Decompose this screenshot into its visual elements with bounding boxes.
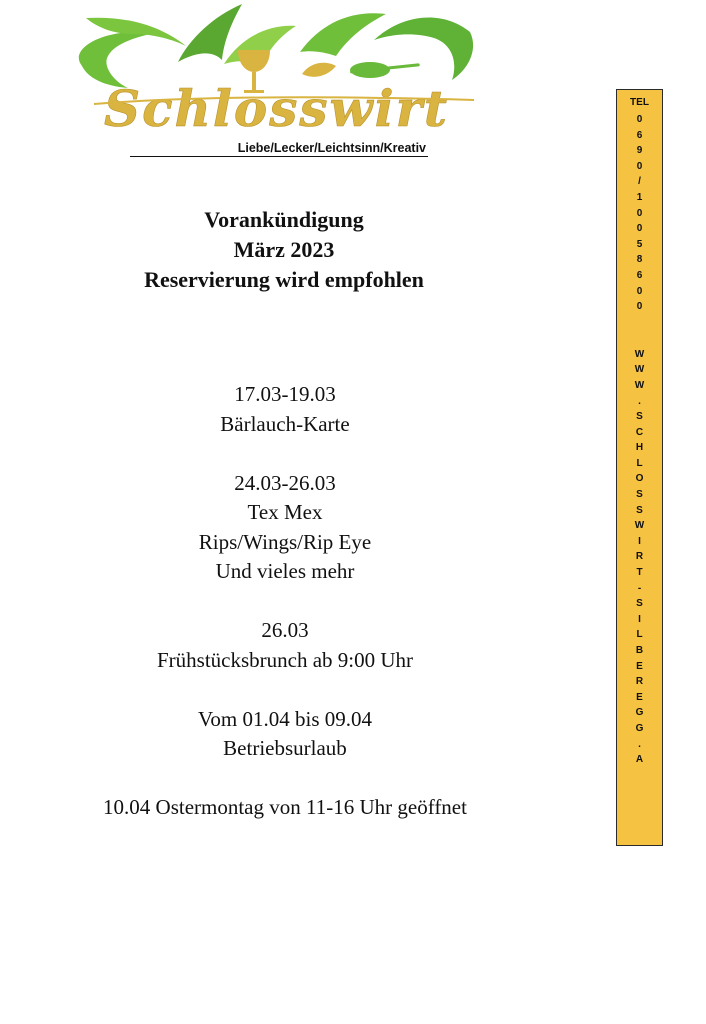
- logo-wordmark: Schlosswirt: [104, 79, 450, 134]
- schlosswirt-logo: [74, 4, 490, 134]
- website-url-vertical: [617, 347, 662, 768]
- contact-char: .: [638, 738, 641, 750]
- contact-char: /: [638, 176, 641, 188]
- announcement-heading: [64, 205, 504, 295]
- event-description: Tex Mex: [247, 500, 323, 524]
- contact-char: G: [635, 722, 644, 734]
- contact-sidebar: [616, 89, 663, 846]
- contact-char: L: [636, 629, 643, 641]
- event-item: [40, 793, 530, 823]
- contact-char: 0: [636, 285, 643, 297]
- contact-char: 5: [636, 238, 643, 250]
- heading-line-1: Vorankündigung: [204, 207, 364, 232]
- contact-char: 0: [636, 207, 643, 219]
- contact-char: L: [636, 457, 643, 469]
- contact-char: E: [636, 660, 643, 672]
- contact-char: 1: [636, 191, 643, 203]
- event-item: [40, 469, 530, 587]
- contact-char: R: [635, 551, 644, 563]
- event-item: [40, 705, 530, 764]
- contact-char: 0: [636, 223, 643, 235]
- contact-char: 6: [636, 129, 643, 141]
- contact-char: -: [637, 582, 642, 594]
- tagline: Liebe/Lecker/Leichtsinn/Kreativ: [130, 140, 428, 157]
- event-description: Betriebsurlaub: [223, 736, 347, 760]
- contact-char: R: [635, 676, 644, 688]
- contact-char: T: [636, 567, 643, 579]
- heading-line-2: März 2023: [233, 237, 335, 262]
- contact-char: W: [634, 348, 645, 360]
- contact-char: 0: [636, 160, 643, 172]
- event-description: Und vieles mehr: [215, 559, 355, 583]
- event-description: 10.04 Ostermontag von 11-16 Uhr geöffnet: [103, 795, 467, 819]
- event-item: [40, 616, 530, 675]
- contact-char: I: [638, 613, 641, 625]
- contact-char: S: [636, 504, 643, 516]
- contact-char: E: [636, 691, 643, 703]
- event-date: 17.03-19.03: [234, 382, 336, 406]
- contact-char: 8: [636, 254, 643, 266]
- contact-char: B: [635, 645, 644, 656]
- contact-char: .: [638, 395, 641, 407]
- contact-char: A: [635, 754, 644, 766]
- contact-char: G: [635, 707, 644, 719]
- event-list: [40, 380, 530, 852]
- contact-char: 0: [636, 301, 643, 313]
- contact-char: W: [634, 379, 645, 391]
- heading-line-3: Reservierung wird empfohlen: [144, 267, 424, 292]
- contact-char: O: [635, 473, 644, 485]
- contact-char: 9: [636, 145, 643, 157]
- contact-char: C: [635, 426, 644, 438]
- event-item: [40, 380, 530, 439]
- event-date: 24.03-26.03: [234, 470, 336, 495]
- contact-text: [617, 96, 662, 768]
- contact-char: 0: [636, 114, 643, 125]
- event-description: Bärlauch-Karte: [220, 411, 350, 436]
- contact-char: S: [636, 489, 643, 501]
- contact-char: 6: [636, 269, 643, 281]
- contact-char: I: [638, 535, 641, 547]
- contact-char: S: [636, 598, 643, 610]
- phone-number-vertical: [617, 112, 662, 315]
- event-description: Rips/Wings/Rip Eye: [198, 529, 372, 554]
- event-date: Vom 01.04 bis 09.04: [197, 706, 373, 731]
- event-description: Frühstücksbrunch ab 9:00 Uhr: [156, 647, 414, 672]
- event-date: 26.03: [261, 618, 309, 642]
- contact-char: H: [635, 442, 644, 454]
- contact-char: W: [634, 364, 645, 376]
- contact-char: S: [636, 411, 643, 423]
- phone-label: TEL: [630, 97, 649, 108]
- contact-char: W: [634, 520, 645, 532]
